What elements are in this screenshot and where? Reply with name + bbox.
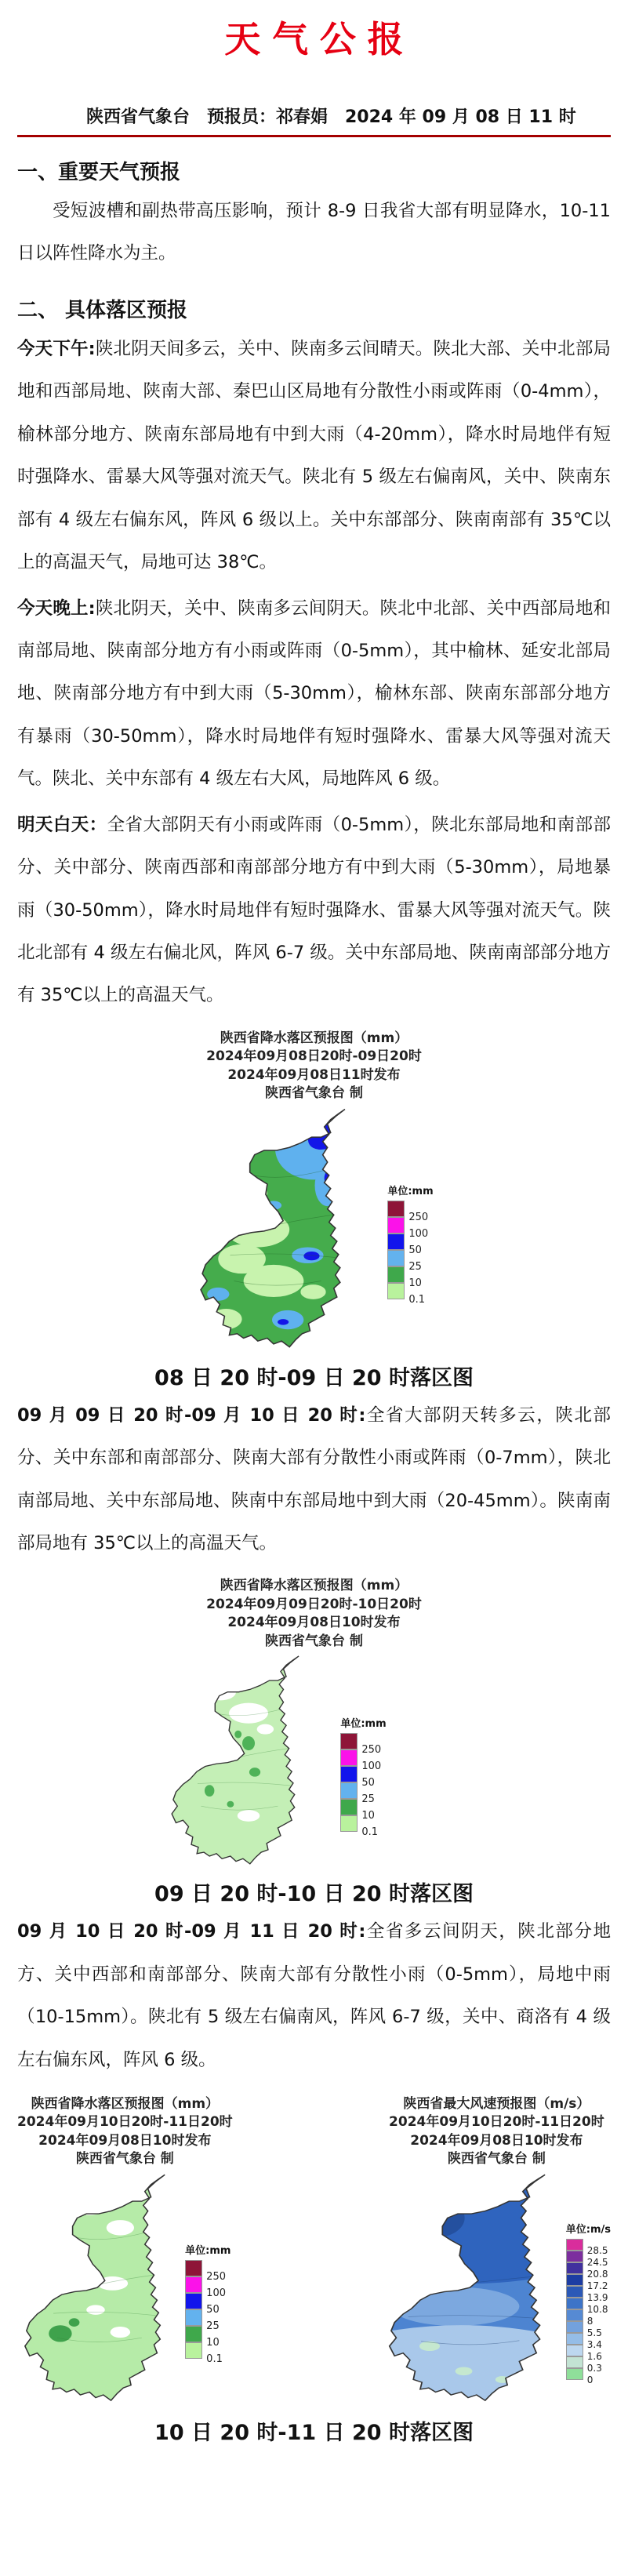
legend-label: 0.1 (206, 2353, 223, 2366)
paragraph-text: 全省大部阴天转多云，陕北部分、关中东部和南部部分、陕南大部有分散性小雨或阵雨（0-7mm），陕北南部局地、关中东部局地、陕南中东部局地中到大雨（20-45mm）。陕南南部局地有 35℃以上的高温天气。 (17, 1404, 611, 1553)
legend-cell (185, 2276, 231, 2300)
legend-swatch (566, 2298, 583, 2309)
legend-swatch (340, 1799, 358, 1815)
legend-label: 24.5 (586, 2257, 608, 2269)
legend-label: 5.5 (586, 2327, 602, 2339)
legend-cell (340, 1766, 386, 1789)
legend-label: 250 (408, 1212, 429, 1224)
legend-label: 1.6 (586, 2351, 602, 2363)
wind-legend (565, 2221, 611, 2386)
map2-caption: 09 日 20 时-10 日 20 时落区图 (154, 1882, 474, 1907)
legend-swatch (340, 1766, 358, 1782)
legend-label: 250 (206, 2271, 226, 2284)
legend-cell (387, 1217, 433, 1241)
map2-header (17, 1577, 611, 1651)
legend-swatch (387, 1283, 405, 1299)
map4-header (383, 2095, 611, 2169)
legend-swatch (340, 1815, 358, 1832)
precip-map-figure-1 (17, 1030, 611, 1391)
legend-swatch (185, 2260, 202, 2276)
legend-swatch (566, 2356, 583, 2368)
forecast-tomorrow-day (17, 804, 611, 1017)
legend-swatch (566, 2345, 583, 2356)
paragraph-text: 陕北阴天间多云，关中、陕南多云间晴天。陕北大部、关中北部局地和西部局地、陕南大部、秦巴山区局地有分散性小雨或阵雨（0-4mm），榆林部分地方、陕南东部局地有中到大雨（4-20mm），降水时局地伴有短时强降水、雷暴大风等强对流天气。陕北有 5 级左右偏南风，关中、陕南东部有 4 级左右偏东风，阵风 6 级以上。关中东部部分、陕南南部有 35℃以上的高温天气，局地可达 38℃。 (17, 338, 611, 573)
legend-label: 8 (586, 2316, 594, 2327)
map1-caption: 08 日 20 时-09 日 20 时落区图 (154, 1365, 474, 1390)
legend-cell (566, 2239, 611, 2257)
legend-swatch (340, 1782, 358, 1799)
shaanxi-precip-map-3 (19, 2171, 172, 2407)
legend-cell (185, 2326, 231, 2349)
section1-paragraph: 受短波槽和副热带高压影响，预计 8-9 日我省大部有明显降水，10-11 日以阵性降水为主。 (17, 201, 611, 264)
map4-header-line3: 2024年09月08日10时发布 (410, 2132, 583, 2149)
legend-swatch (387, 1201, 405, 1217)
legend-label: 13.9 (586, 2292, 608, 2304)
legend-label: 25 (361, 1793, 375, 1805)
legend-label: 17.2 (586, 2280, 608, 2292)
legend-label: 3.4 (586, 2339, 602, 2351)
legend-cell (340, 1733, 386, 1756)
legend-swatch (566, 2251, 583, 2262)
legend-label: 10.8 (586, 2304, 608, 2316)
legend-cell (566, 2368, 611, 2386)
precip-legend (387, 1183, 434, 1306)
map4-header-line4: 陕西省气象台 制 (447, 2151, 546, 2167)
section1-heading: 一、重要天气预报 (17, 161, 181, 184)
map4-row (383, 2171, 611, 2407)
legend-cell (566, 2251, 611, 2269)
legend-cell (566, 2321, 611, 2339)
legend-label: 50 (361, 1776, 375, 1789)
map2-header-line4: 陕西省气象台 制 (265, 1633, 363, 1649)
legend-cells (387, 1201, 433, 1306)
wind-map-figure (383, 2095, 611, 2407)
forecast-tonight (17, 587, 611, 801)
legend-label: 10 (361, 1809, 375, 1822)
legend-swatch (185, 2276, 202, 2293)
legend-cell (185, 2309, 231, 2333)
legend-cell (387, 1234, 433, 1257)
legend-label: 50 (408, 1244, 422, 1257)
map2-row (0, 1652, 573, 1870)
legend-label: 0 (586, 2374, 594, 2386)
legend-swatch (387, 1217, 405, 1234)
legend-cell (387, 1283, 433, 1306)
map3-header-line1: 陕西省降水落区预报图（mm） (31, 2096, 220, 2112)
paragraph-label: 09 月 10 日 20 时-09 月 11 日 20 时: (17, 1921, 366, 1942)
legend-label: 10 (206, 2337, 220, 2349)
legend-label: 250 (361, 1743, 382, 1756)
legend-cells (340, 1733, 386, 1838)
legend-label: 25 (408, 1261, 422, 1273)
legend-cell (185, 2342, 231, 2366)
page-title: 天气公报 (224, 18, 416, 60)
section2-heading: 二、 具体落区预报 (17, 298, 188, 322)
forecast-0910-0911 (17, 1910, 611, 2081)
legend-title: 单位:mm (387, 1186, 434, 1198)
map3-header-line3: 2024年09月08日10时发布 (38, 2132, 212, 2149)
legend-swatch (566, 2368, 583, 2380)
paragraph-text: 陕北阴天，关中、陕南多云间阴天。陕北中北部、关中西部局地和南部局地、陕南部分地方有小雨或阵雨（0-5mm），其中榆林、延安北部局地、陕南部分地方有中到大雨（5-30mm），榆林东部、陕南东部部分地方有暴雨（30-50mm），降水时局地伴有短时强降水、雷暴大风等强对流天气。陕北、关中东部有 4 级左右大风，局地阵风 6 级。 (17, 598, 611, 790)
legend-cell (566, 2356, 611, 2374)
legend-label: 0.3 (586, 2363, 602, 2374)
legend-swatch (185, 2309, 202, 2326)
legend-label: 100 (408, 1228, 429, 1241)
map2-header-line2: 2024年09月09日20时-10日20时 (206, 1596, 422, 1612)
legend-label: 100 (206, 2287, 226, 2300)
paragraph-text: 全省多云间阴天，陕北部分地方、关中西部和南部部分、陕南大部有分散性小雨（0-5mm），局地中雨（10-15mm）。陕北有 5 级左右偏南风，阵风 6-7 级，关中、商洛有 4 级左右偏东风，阵风 6 级。 (17, 1921, 611, 2070)
bottom-maps-caption: 10 日 20 时-11 日 20 时落区图 (154, 2420, 474, 2445)
paragraph-label: 今天晚上: (17, 598, 96, 619)
legend-label: 100 (361, 1760, 382, 1772)
legend-label: 0.1 (408, 1294, 426, 1306)
map1-header-line1: 陕西省降水落区预报图（mm） (220, 1030, 408, 1046)
map3-row (17, 2171, 233, 2407)
legend-swatch (185, 2342, 202, 2359)
legend-label: 25 (206, 2320, 220, 2333)
legend-swatch (387, 1266, 405, 1283)
legend-cell (387, 1266, 433, 1290)
legend-label: 28.5 (586, 2245, 608, 2257)
legend-cell (340, 1815, 386, 1838)
legend-swatch (185, 2293, 202, 2309)
precip-map-figure-3 (17, 2095, 233, 2407)
legend-cell (340, 1749, 386, 1772)
map1-header-line4: 陕西省气象台 制 (265, 1085, 363, 1102)
shaanxi-precip-map-2 (166, 1652, 306, 1870)
map3-header (17, 2095, 233, 2169)
legend-cell (340, 1782, 386, 1805)
map2-header-line1: 陕西省降水落区预报图（mm） (220, 1578, 408, 1594)
legend-cell (387, 1201, 433, 1224)
legend-cell (566, 2274, 611, 2292)
precip-legend (340, 1715, 387, 1838)
map4-header-line1: 陕西省最大风速预报图（m/s） (403, 2096, 590, 2112)
legend-swatch (566, 2239, 583, 2251)
map1-header (17, 1030, 611, 1103)
legend-cells (185, 2260, 231, 2366)
shaanxi-precip-map-1 (194, 1105, 353, 1354)
map1-row (17, 1105, 611, 1354)
precip-map-figure-2 (17, 1577, 611, 1907)
legend-swatch (340, 1733, 358, 1749)
legend-cell (340, 1799, 386, 1822)
legend-cell (566, 2333, 611, 2351)
legend-label: 0.1 (361, 1826, 379, 1838)
legend-swatch (566, 2309, 583, 2321)
forecast-0909-0910 (17, 1394, 611, 1565)
legend-title: 单位:mm (340, 1717, 387, 1730)
legend-cell (566, 2262, 611, 2280)
map3-header-line2: 2024年09月10日20时-11日20时 (17, 2114, 233, 2131)
paragraph-label: 今天下午: (17, 338, 96, 359)
map1-header-line2: 2024年09月08日20时-09日20时 (206, 1048, 422, 1065)
legend-cell (566, 2286, 611, 2304)
byline: 陕西省气象台 预报员：祁春娟 2024 年 09 月 08 日 11 时 (17, 104, 611, 137)
legend-cell (185, 2293, 231, 2316)
legend-swatch (566, 2321, 583, 2333)
legend-cells (566, 2239, 611, 2386)
legend-swatch (387, 1250, 405, 1266)
legend-label: 20.8 (586, 2269, 608, 2280)
paragraph-label: 明天白天： (17, 814, 107, 835)
shaanxi-wind-map (383, 2171, 554, 2407)
legend-swatch (566, 2286, 583, 2298)
legend-cell (387, 1250, 433, 1273)
legend-swatch (387, 1234, 405, 1250)
legend-swatch (340, 1749, 358, 1766)
legend-swatch (566, 2333, 583, 2345)
legend-cell (566, 2298, 611, 2316)
legend-label: 50 (206, 2304, 220, 2316)
map2-header-line3: 2024年09月08日10时发布 (227, 1615, 401, 1631)
legend-cell (566, 2309, 611, 2327)
paragraph-label: 09 月 09 日 20 时-09 月 10 日 20 时: (17, 1404, 366, 1426)
bottom-maps-row (17, 2095, 611, 2407)
legend-label: 10 (408, 1277, 422, 1290)
legend-cell (185, 2260, 231, 2284)
map3-header-line4: 陕西省气象台 制 (75, 2151, 174, 2167)
forecast-today-afternoon (17, 328, 611, 584)
legend-cell (566, 2345, 611, 2363)
map1-header-line3: 2024年09月08日11时发布 (227, 1066, 401, 1083)
legend-swatch (566, 2274, 583, 2286)
precip-legend (185, 2242, 231, 2366)
paragraph-text: 全省大部阴天有小雨或阵雨（0-5mm），陕北东部局地和南部部分、关中部分、陕南西部和南部部分地方有中到大雨（5-30mm），局地暴雨（30-50mm），降水时局地伴有短时强降水、雷暴大风等强对流天气。陕北北部有 4 级左右偏北风，阵风 6-7 级。关中东部局地、陕南南部部分地方有 35℃以上的高温天气。 (17, 814, 611, 1006)
legend-title: 单位:mm (185, 2245, 231, 2258)
map4-header-line2: 2024年09月10日20时-11日20时 (389, 2114, 604, 2131)
legend-swatch (185, 2326, 202, 2342)
legend-swatch (566, 2262, 583, 2274)
legend-title: 单位:m/s (565, 2224, 611, 2236)
